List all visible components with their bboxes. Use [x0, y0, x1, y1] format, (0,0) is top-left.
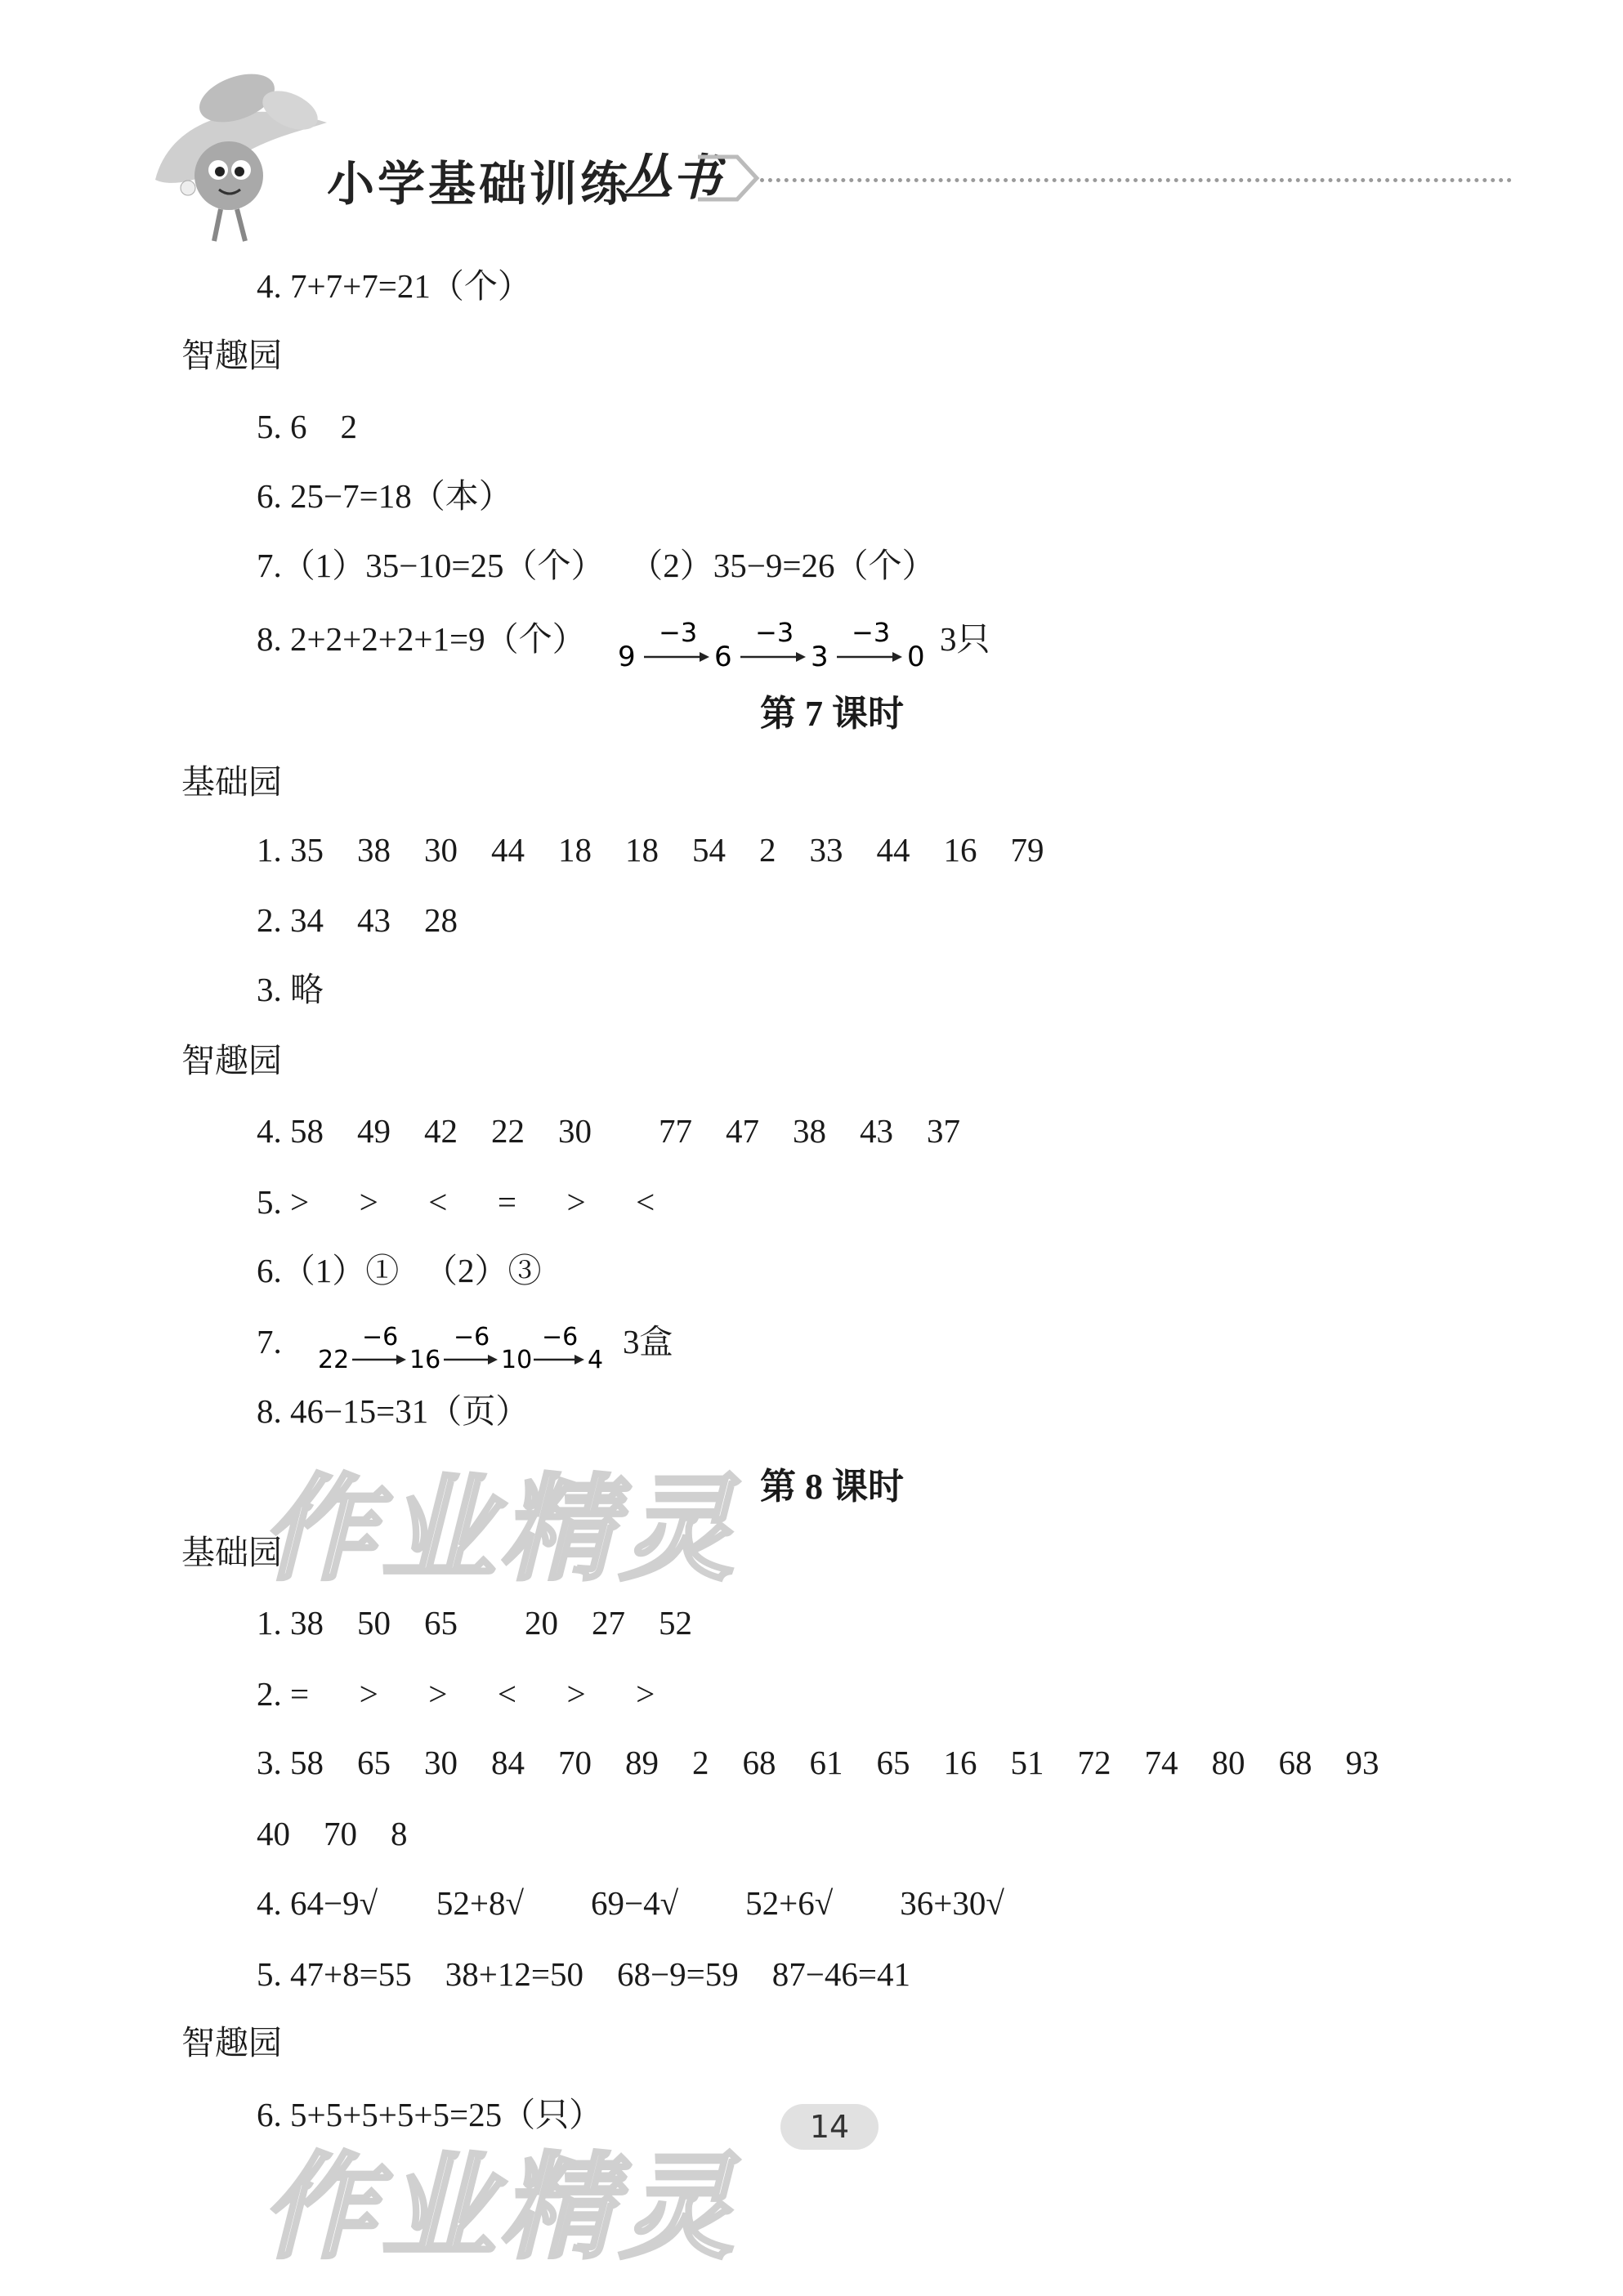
answer-line: 2. 34 43 28 — [257, 901, 458, 939]
answer-line: 6. 25−7=18（本） — [257, 477, 512, 515]
subtraction-chain — [315, 1304, 625, 1378]
answer-line: 6.（1）① （2）③ — [257, 1252, 542, 1289]
section-heading: 智趣园 — [181, 1041, 282, 1080]
chain-number: 10 — [501, 1346, 533, 1374]
answer-tail: 3盒 — [623, 1323, 673, 1360]
chain-number: 3 — [811, 641, 829, 673]
chain-number: 16 — [409, 1346, 441, 1374]
chain-operator: −6 — [454, 1323, 490, 1351]
answer-line: 7.（1）35−10=25（个） （2）35−9=26（个） — [257, 547, 936, 584]
chain-operator: −3 — [755, 617, 794, 648]
page-number: 14 — [780, 2104, 879, 2150]
answer-line: 7. — [257, 1323, 282, 1360]
section-heading: 基础园 — [181, 1533, 282, 1572]
sprout-mascot-icon — [139, 65, 351, 253]
answer-line: 1. 38 50 65 20 27 52 — [257, 1604, 692, 1642]
section-heading: 智趣园 — [181, 336, 282, 375]
answer-line: 4. 58 49 42 22 30 77 47 38 43 37 — [257, 1112, 960, 1150]
answer-line: 40 70 8 — [257, 1815, 408, 1852]
chain-operator: −3 — [852, 617, 891, 648]
chain-operator: −3 — [659, 617, 698, 648]
chain-number: 6 — [714, 641, 732, 673]
answer-tail: 3只 — [940, 620, 990, 658]
chain-number: 9 — [618, 641, 636, 673]
answer-line: 3. 58 65 30 84 70 89 2 68 61 65 16 51 72 74 80 68 93 — [257, 1744, 1379, 1781]
answer-line: 5. 6 2 — [257, 408, 357, 445]
lesson-heading: 第 8 课时 — [760, 1467, 904, 1507]
answer-line: 2. = > > < > > — [257, 1675, 655, 1713]
section-heading: 智趣园 — [181, 2023, 282, 2062]
header-dotted-rule — [760, 178, 1512, 182]
chain-number: 22 — [318, 1346, 350, 1374]
watermark: 作业精灵 — [262, 1463, 740, 1597]
answer-line: 1. 35 38 30 44 18 18 54 2 33 44 16 79 — [257, 831, 1044, 869]
answer-line: 4. 64−9√ 52+8√ 69−4√ 52+6√ 36+30√ — [257, 1884, 1004, 1922]
watermark: 作业精灵 — [262, 2142, 740, 2275]
arrow-decoration-icon — [695, 152, 760, 204]
chain-operator: −6 — [362, 1323, 399, 1351]
answer-line: 5. > > < = > < — [257, 1183, 655, 1221]
book-series-label: 丛书 — [623, 150, 721, 207]
chain-number: 0 — [907, 641, 925, 673]
answer-line: 4. 7+7+7=21（个） — [257, 267, 531, 305]
book-title: 小学基础训练 — [327, 156, 632, 212]
lesson-heading: 第 7 课时 — [760, 694, 904, 734]
answer-line: 8. 46−15=31（页） — [257, 1392, 530, 1430]
answer-line: 6. 5+5+5+5+5=25（只） — [257, 2096, 603, 2133]
subtraction-chain — [613, 601, 964, 674]
answer-line: 5. 47+8=55 38+12=50 68−9=59 87−46=41 — [257, 1955, 910, 1993]
section-heading: 基础园 — [181, 762, 282, 802]
page-header — [0, 0, 1623, 270]
chain-operator: −6 — [542, 1323, 579, 1351]
chain-number: 4 — [588, 1346, 604, 1374]
answer-line: 3. 略 — [257, 971, 324, 1008]
answer-line: 8. 2+2+2+2+1=9（个） — [257, 620, 586, 658]
